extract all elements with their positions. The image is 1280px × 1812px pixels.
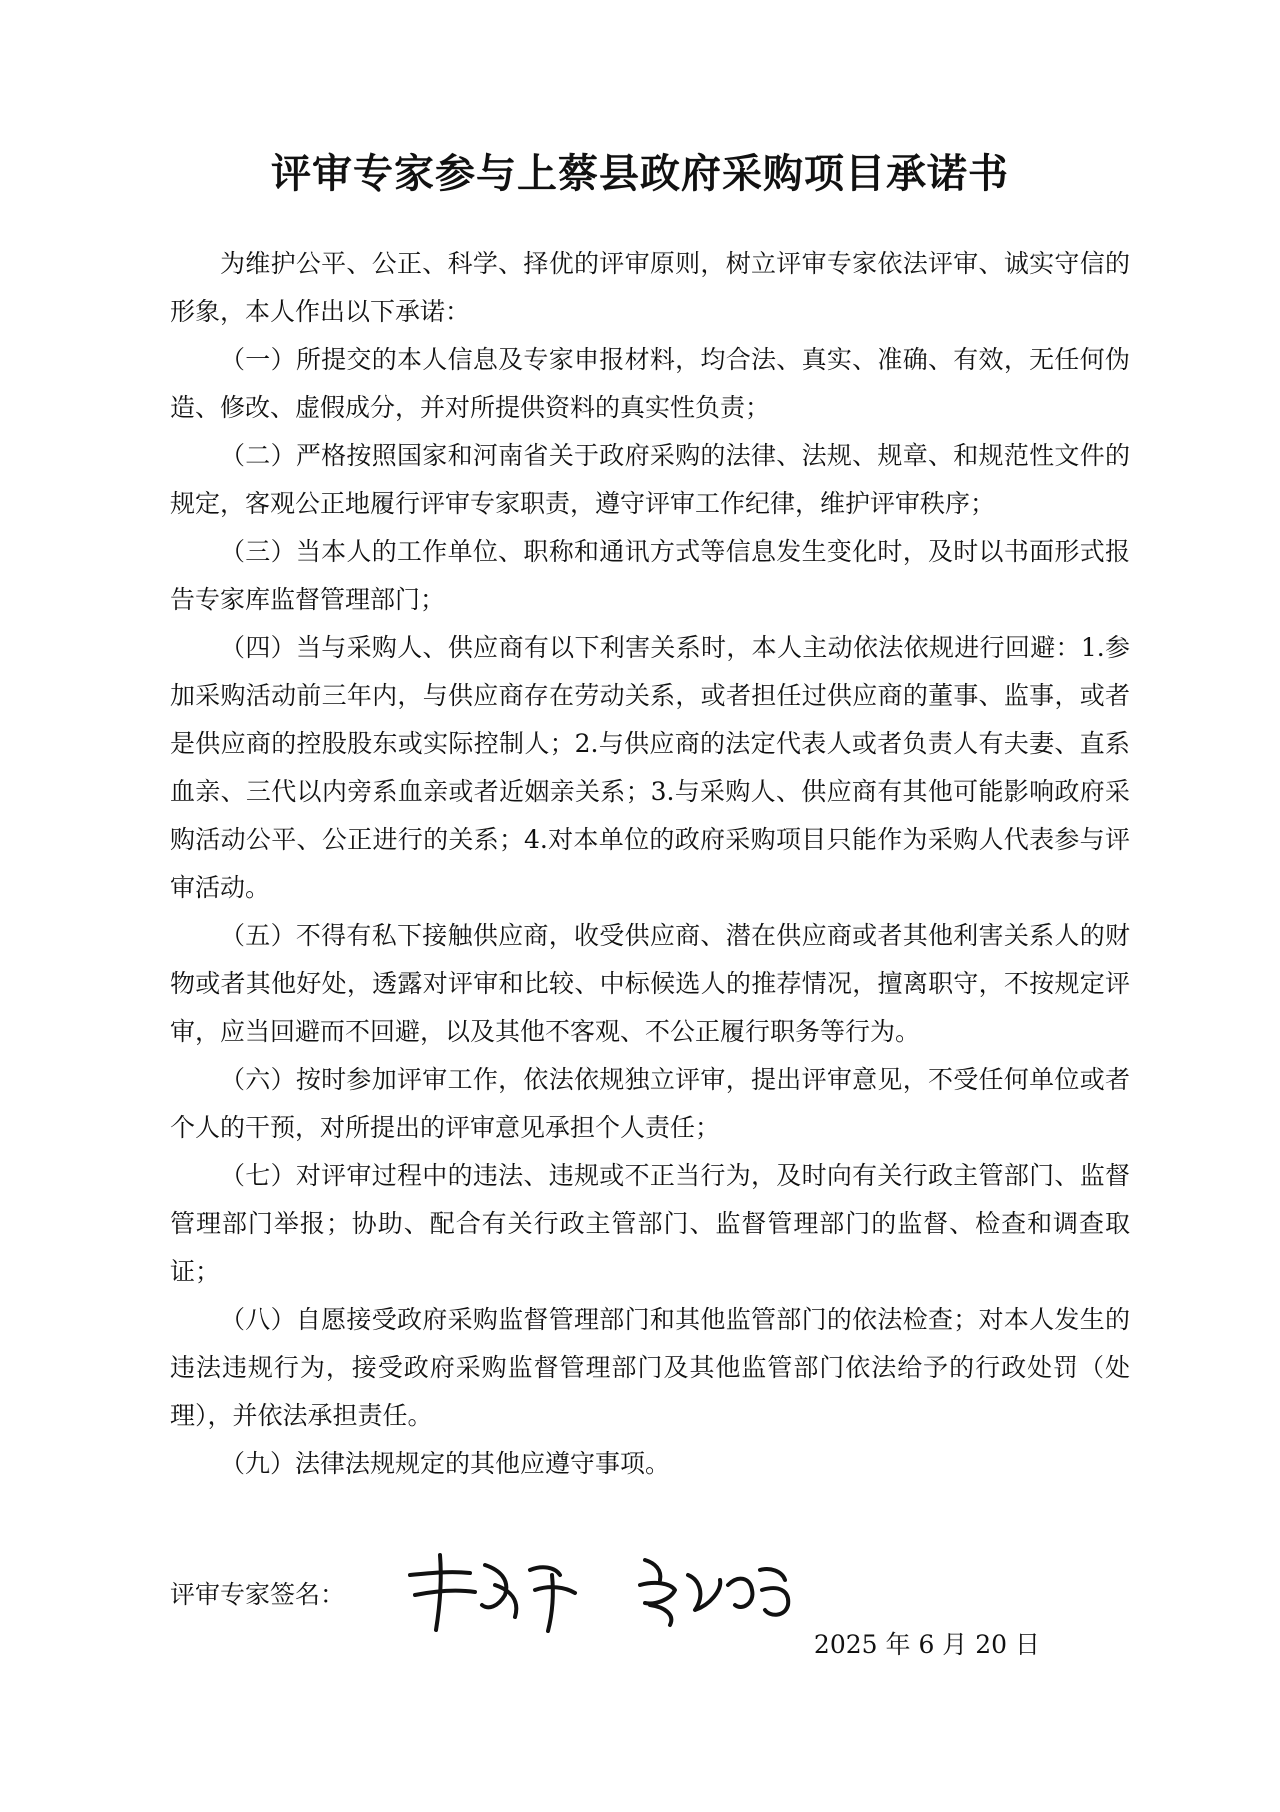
signature-row — [170, 1545, 1130, 1635]
signature-label: 评审专家签名： — [170, 1580, 346, 1609]
document-body — [170, 240, 1130, 1488]
clause-4: （四）当与采购人、供应商有以下利害关系时，本人主动依法依规进行回避：1.参加采购活动前三年内，与供应商存在劳动关系，或者担任过供应商的董事、监事，或者是供应商的控股股东或实际控制人；2.与供应商的法定代表人或者负责人有夫妻、直系血亲、三代以内旁系血亲或者近姻亲关系；3.与采购人、供应商有其他可能影响政府采购活动公平、公正进行的关系；4.对本单位的政府采购项目只能作为采购人代表参与评审活动。 — [170, 633, 1130, 902]
clause-6: （六）按时参加评审工作，依法依规独立评审，提出评审意见，不受任何单位或者个人的干预，对所提出的评审意见承担个人责任； — [170, 1065, 1130, 1142]
intro-paragraph: 为维护公平、公正、科学、择优的评审原则，树立评审专家依法评审、诚实守信的形象，本人作出以下承诺： — [170, 249, 1130, 326]
clause-5: （五）不得有私下接触供应商，收受供应商、潜在供应商或者其他利害关系人的财物或者其他好处，透露对评审和比较、中标候选人的推荐情况，擅离职守，不按规定评审，应当回避而不回避，以及其他不客观、不公正履行职务等行为。 — [170, 921, 1130, 1046]
clause-8: （八）自愿接受政府采购监督管理部门和其他监管部门的依法检查；对本人发生的违法违规行为，接受政府采购监督管理部门及其他监管部门依法给予的行政处罚（处理），并依法承担责任。 — [170, 1305, 1130, 1430]
signing-date: 2025 年 6 月 20 日 — [813, 1630, 1040, 1659]
clause-7: （七）对评审过程中的违法、违规或不正当行为，及时向有关行政主管部门、监督管理部门举报；协助、配合有关行政主管部门、监督管理部门的监督、检查和调查取证； — [170, 1161, 1130, 1286]
handwritten-signature — [370, 1545, 870, 1635]
clause-9: （九）法律法规规定的其他应遵守事项。 — [220, 1449, 671, 1478]
clause-3: （三）当本人的工作单位、职称和通讯方式等信息发生变化时，及时以书面形式报告专家库监督管理部门； — [170, 537, 1130, 614]
clause-2: （二）严格按照国家和河南省关于政府采购的法律、法规、规章、和规范性文件的规定，客观公正地履行评审专家职责，遵守评审工作纪律，维护评审秩序； — [170, 441, 1130, 518]
document-title: 评审专家参与上蔡县政府采购项目承诺书 — [271, 150, 1009, 197]
clause-1: （一）所提交的本人信息及专家申报材料，均合法、真实、准确、有效，无任何伪造、修改、虚假成分，并对所提供资料的真实性负责； — [170, 345, 1130, 422]
